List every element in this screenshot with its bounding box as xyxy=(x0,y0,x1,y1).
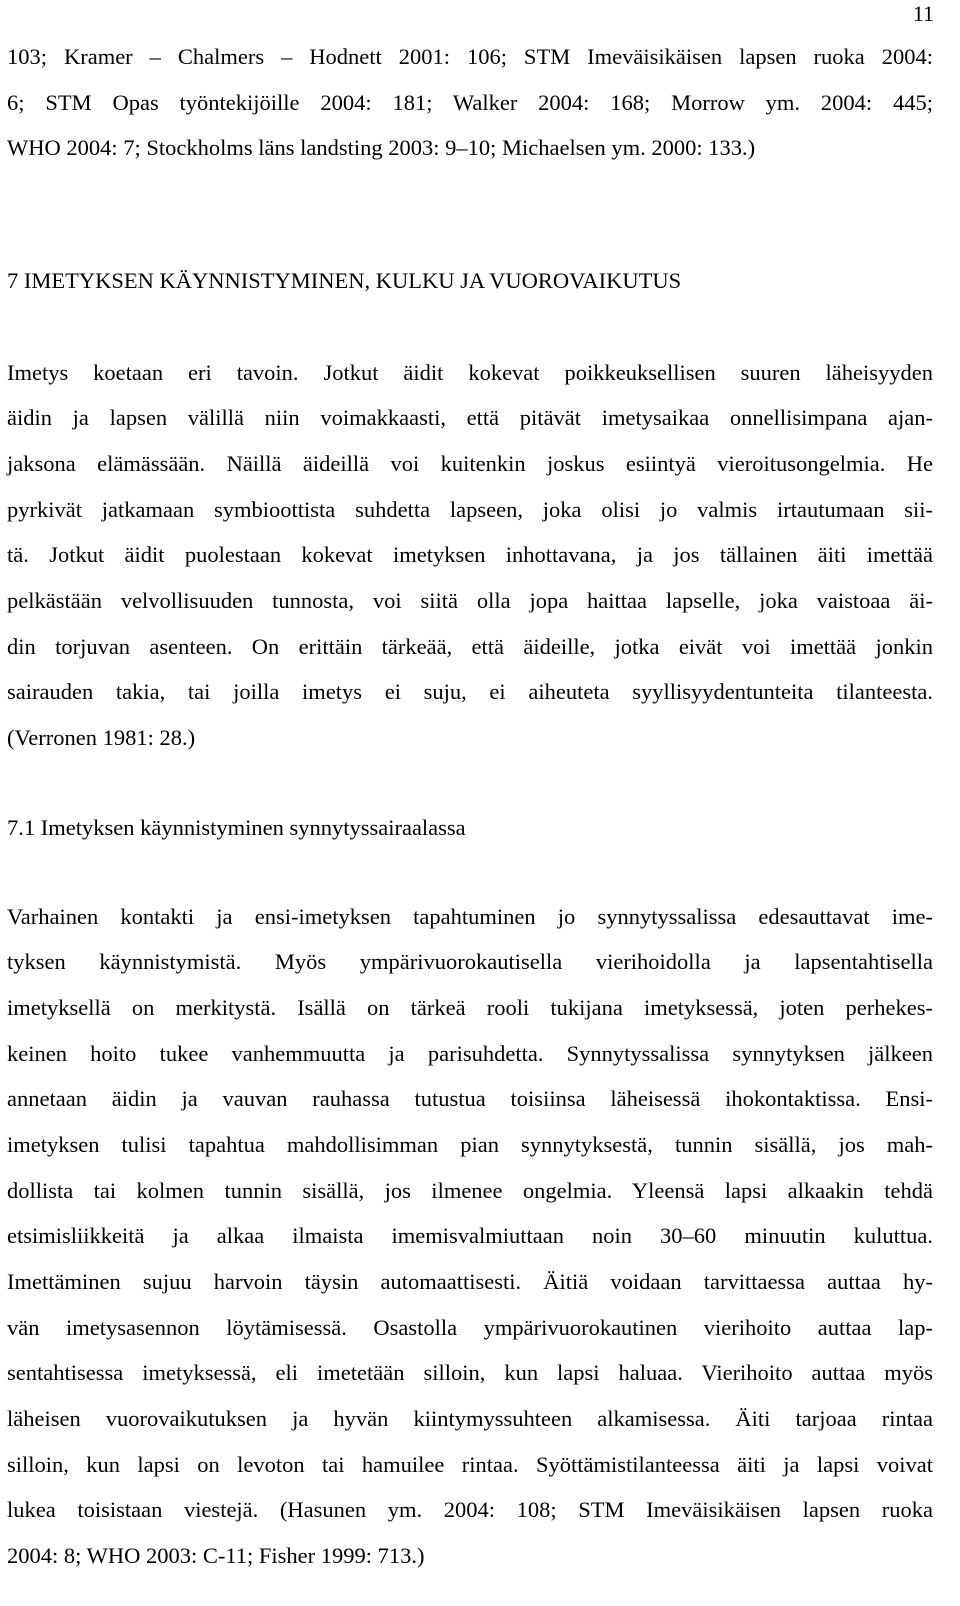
section-heading: 7.1 Imetyksen käynnistyminen synnytyssairaalassa xyxy=(7,815,466,840)
text-line: sairauden takia, tai joilla imetys ei suju, ei aiheuteta syyllisyydentunteita tilanteesta. xyxy=(7,679,933,704)
text-line: äidin ja lapsen välillä niin voimakkaasti, että pitävät imetysaikaa onnellisimpana ajan- xyxy=(7,405,933,430)
text-line: 2004: 8; WHO 2003: C-11; Fisher 1999: 713.) xyxy=(7,1543,425,1568)
text-line: din torjuvan asenteen. On erittäin tärkeää, että äideille, jotka eivät voi imettää jonkin xyxy=(7,634,933,659)
text-line: sentahtisessa imetyksessä, eli imetetään silloin, kun lapsi haluaa. Vierihoito auttaa myös xyxy=(7,1360,933,1385)
text-line: tyksen käynnistymistä. Myös ympärivuorokautisella vierihoidolla ja lapsentahtisella xyxy=(7,949,933,974)
text-line: dollista tai kolmen tunnin sisällä, jos ilmenee ongelmia. Yleensä lapsi alkaakin tehdä xyxy=(7,1178,933,1203)
text-line: etsimisliikkeitä ja alkaa ilmaista imemisvalmiuttaan noin 30–60 minuutin kuluttua. xyxy=(7,1223,933,1248)
text-line: pyrkivät jatkamaan symbioottista suhdetta lapseen, joka olisi jo valmis irtautumaan sii- xyxy=(7,497,933,522)
text-line: Varhainen kontakti ja ensi-imetyksen tapahtuminen jo synnytyssalissa edesauttavat ime- xyxy=(7,904,933,929)
page-number: 11 xyxy=(912,1,934,26)
text-line: tä. Jotkut äidit puolestaan kokevat imetyksen inhottavana, ja jos tällainen äiti imettää xyxy=(7,542,933,567)
text-line: Imetys koetaan eri tavoin. Jotkut äidit kokevat poikkeuksellisen suuren läheisyyden xyxy=(7,360,933,385)
text-line: annetaan äidin ja vauvan rauhassa tutustua toisiinsa läheisessä ihokontaktissa. Ensi- xyxy=(7,1086,933,1111)
text-line: silloin, kun lapsi on levoton tai hamuilee rintaa. Syöttämistilanteessa äiti ja lapsi voivat xyxy=(7,1452,933,1477)
text-line: keinen hoito tukee vanhemmuutta ja parisuhdetta. Synnytyssalissa synnytyksen jälkeen xyxy=(7,1041,933,1066)
text-line: 6; STM Opas työntekijöille 2004: 181; Walker 2004: 168; Morrow ym. 2004: 445; xyxy=(7,90,933,115)
text-line: läheisen vuorovaikutuksen ja hyvän kiintymyssuhteen alkamisessa. Äiti tarjoaa rintaa xyxy=(7,1406,933,1431)
text-line: vän imetysasennon löytämisessä. Osastolla ympärivuorokautinen vierihoito auttaa lap- xyxy=(7,1315,933,1340)
text-line: (Verronen 1981: 28.) xyxy=(7,725,196,750)
text-line: pelkästään velvollisuuden tunnosta, voi siitä olla jopa haittaa lapselle, joka vaistoaa äi- xyxy=(7,588,933,613)
text-line: Imettäminen sujuu harvoin täysin automaattisesti. Äitiä voidaan tarvittaessa auttaa hy- xyxy=(7,1269,933,1294)
text-line: imetyksen tulisi tapahtua mahdollisimman pian synnytyksestä, tunnin sisällä, jos mah- xyxy=(7,1132,933,1157)
text-line: jaksona elämässään. Näillä äideillä voi kuitenkin joskus esiintyä vieroitusongelmia. He xyxy=(7,451,933,476)
text-line: imetyksellä on merkitystä. Isällä on tärkeä rooli tukijana imetyksessä, joten perhekes- xyxy=(7,995,933,1020)
chapter-heading: 7 IMETYKSEN KÄYNNISTYMINEN, KULKU JA VUOROVAIKUTUS xyxy=(7,268,682,293)
text-line: WHO 2004: 7; Stockholms läns landsting 2003: 9–10; Michaelsen ym. 2000: 133.) xyxy=(7,135,756,160)
text-line: lukea toisistaan viestejä. (Hasunen ym. 2004: 108; STM Imeväisikäisen lapsen ruoka xyxy=(7,1497,933,1522)
text-line: 103; Kramer – Chalmers – Hodnett 2001: 106; STM Imeväisikäisen lapsen ruoka 2004: xyxy=(7,44,933,69)
